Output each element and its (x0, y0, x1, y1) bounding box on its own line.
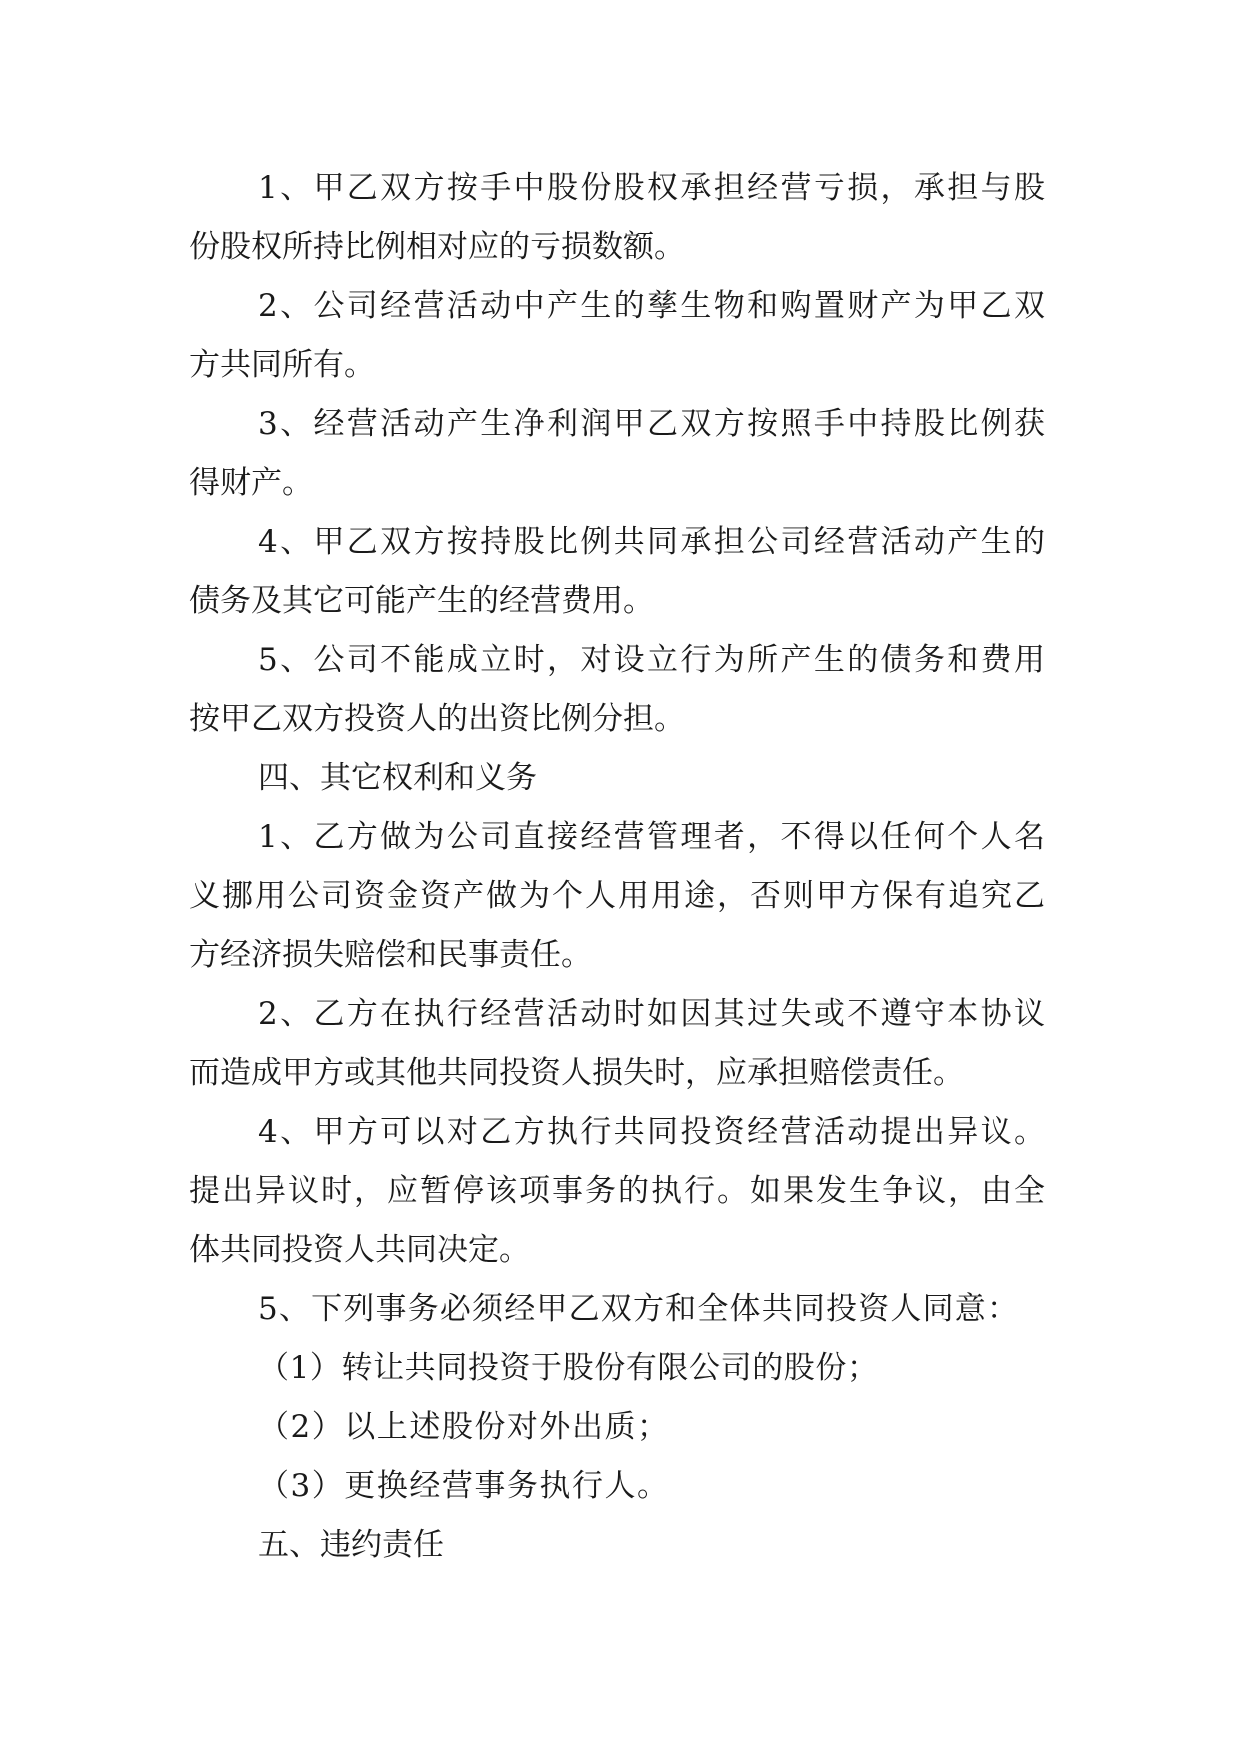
paragraph-line: 5、公司不能成立时，对设立行为所产生的债务和费用 (258, 642, 1045, 678)
paragraph-line: 4、甲乙双方按持股比例共同承担公司经营活动产生的 (258, 524, 1045, 560)
paragraph-line: 债务及其它可能产生的经营费用。 (189, 583, 654, 619)
paragraph-line: 体共同投资人共同决定。 (189, 1232, 530, 1268)
paragraph-line: 2、乙方在执行经营活动时如因其过失或不遵守本协议 (258, 996, 1045, 1032)
section-heading: 五、违约责任 (258, 1527, 444, 1563)
paragraph-line: 份股权所持比例相对应的亏损数额。 (189, 229, 685, 265)
paragraph-line: 1、甲乙双方按手中股份股权承担经营亏损，承担与股 (258, 170, 1045, 206)
paragraph-line: 3、经营活动产生净利润甲乙双方按照手中持股比例获 (258, 406, 1045, 442)
paragraph-line: 1、乙方做为公司直接经营管理者，不得以任何个人名 (258, 819, 1045, 855)
paragraph-line: 而造成甲方或其他共同投资人损失时，应承担赔偿责任。 (189, 1055, 964, 1091)
paragraph-line: 5、下列事务必须经甲乙双方和全体共同投资人同意： (258, 1291, 1018, 1327)
list-item: （1）转让共同投资于股份有限公司的股份； (258, 1350, 878, 1386)
paragraph-line: 4、甲方可以对乙方执行共同投资经营活动提出异议。 (258, 1114, 1045, 1150)
paragraph-line: 得财产。 (189, 465, 313, 501)
paragraph-line: 方经济损失赔偿和民事责任。 (189, 937, 592, 973)
paragraph-line: 提出异议时，应暂停该项事务的执行。如果发生争议，由全 (189, 1173, 1045, 1209)
list-item: （2）以上述股份对外出质； (258, 1409, 668, 1445)
paragraph-line: 2、公司经营活动中产生的孳生物和购置财产为甲乙双 (258, 288, 1045, 324)
paragraph-line: 义挪用公司资金资产做为个人用用途，否则甲方保有追究乙 (189, 878, 1045, 914)
section-heading: 四、其它权利和义务 (258, 760, 537, 796)
paragraph-line: 方共同所有。 (189, 347, 375, 383)
paragraph-line: 按甲乙双方投资人的出资比例分担。 (189, 701, 685, 737)
list-item: （3）更换经营事务执行人。 (258, 1468, 668, 1504)
